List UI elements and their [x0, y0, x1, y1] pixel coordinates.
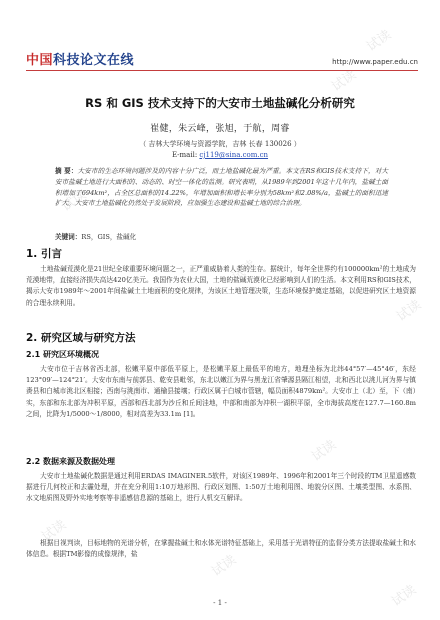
abstract-text: 大安市的生态环境问题涉及的内容十分广泛，而土地盐碱化最为严重。本文在RS和GIS技术支持下，对大安市盐碱土地进行大面积的、动态的、时空一体化的监测。研究表明，从1989年到2001年这十几年内，盐碱土面积增加了694km²，占全区总面积的14.22%，年增加面积和增长率分别为58km²和2.08%/a，盐碱土的面积迅速扩大。大安市土地盐碱化仍然处于发展阶段，应加强生态建设和盐碱土地的综合治理。	[55, 167, 389, 208]
keywords-text: RS，GIS，盐碱化	[81, 233, 137, 241]
watermark: 试读	[309, 437, 340, 465]
page-header	[26, 48, 418, 71]
watermark: 试读	[229, 257, 260, 285]
section-2-2-paragraph-1: 大安市土地盐碱化数据是通过利用ERDAS IMAGINER.5软件，对该区1989年、1996年和2001年三个时段的TM卫星遥感数据进行几何校正和去霾处理，并在充分利用1:10万地形图、行政区划图、1:50万土地利用图、地貌分区图、土壤类型图、水系图、水文地质图及野外实地考察等非遥感信息源的基础上，进行人机交互解译。	[26, 472, 416, 503]
abstract-label: 摘 要：	[55, 167, 78, 175]
email-label: E-mail:	[171, 151, 200, 159]
site-url[interactable]: http://www.paper.edu.cn	[332, 58, 418, 66]
keywords-label: 关键词：	[55, 233, 82, 241]
paper-affiliation: （ 吉林大学环境与资源学院，吉林 长春 130026 ）	[139, 140, 301, 148]
watermark: 试读	[59, 187, 90, 215]
watermark: 试读	[119, 377, 150, 405]
paper-email-line	[0, 151, 440, 159]
paper-title: RS 和 GIS 技术支持下的大安市土地盐碱化分析研究	[85, 96, 355, 110]
section-2-2-paragraph-2: 根据目视判读，目标地物的光谱分析，在掌握盐碱土和水体光谱特征基础上，采用基于光谱特征的监督分类方法提取盐碱土和水体信息。根据TM影像的成像规律，盐	[26, 539, 416, 559]
section-2-2-heading: 2.2 数据来源及数据处理	[26, 457, 115, 466]
email-link[interactable]: cj119@sina.com.cn	[199, 151, 269, 159]
paper-authors: 崔健，朱云峰，张旭，于航，周睿	[150, 124, 290, 134]
watermark: 试读	[329, 67, 360, 95]
logo-blue-text: 科技论文在线	[53, 53, 135, 68]
watermark: 试读	[39, 517, 70, 545]
section-2-1-paragraph: 大安市位于吉林省西北部，松嫩平原中部低平原上，是松嫩平原上最低平的地方，地理坐标为北纬44°57′—45°46′，东经123°09′—124°21′。大安市东南与前郭县、乾安县毗邻，东北以嫩江为界与黑龙江省肇源县隔江相望，北和西北以洮儿河为界与镇赉县和白城市洮北区相接；西南与洮南市、通榆县接壤；行政区属于白城市管辖，幅员面积4879km²。大安市上（北）至，下（南）实，东部和东北部为冲积平原，西部和西北部为沙丘和丘间洼地，中部和南部为冲积一湖积平原，全市海拔高度在127.7—160.8m之间，比降为1/5000～1/8000，相对高差为33.1m [1]。	[26, 365, 416, 418]
page-number: - 1 -	[213, 599, 227, 607]
logo-red-text: 中国	[26, 53, 54, 68]
keywords	[55, 231, 388, 241]
watermark: 试读	[394, 297, 425, 325]
section-1-heading: 1. 引言	[26, 248, 62, 260]
section-2-1-heading: 2.1 研究区环境概况	[26, 350, 99, 359]
watermark: 试读	[209, 552, 240, 580]
watermark: 试读	[389, 582, 420, 610]
site-logo	[26, 49, 134, 70]
watermark: 试读	[364, 27, 395, 55]
section-1-paragraph: 土地盐碱荒漠化是21世纪全球重要环境问题之一，正严重威胁着人类的生存。据统计，每年全世界约有100000km²的土地成为荒漠地带，直接经济损失高达420亿美元。我国作为农业大国，土地的盐碱荒漠化已经影响到人们的生活。本文利用RS和GIS技术，揭示大安市1989年～2001年间盐碱土土地面积的变化规律，为该区土地管理决策，生态环境保护奠定基础，以促进研究区土地资源的合理永续利用。	[26, 265, 416, 307]
section-2-heading: 2. 研究区域与研究方法	[26, 332, 136, 344]
abstract	[55, 166, 388, 209]
